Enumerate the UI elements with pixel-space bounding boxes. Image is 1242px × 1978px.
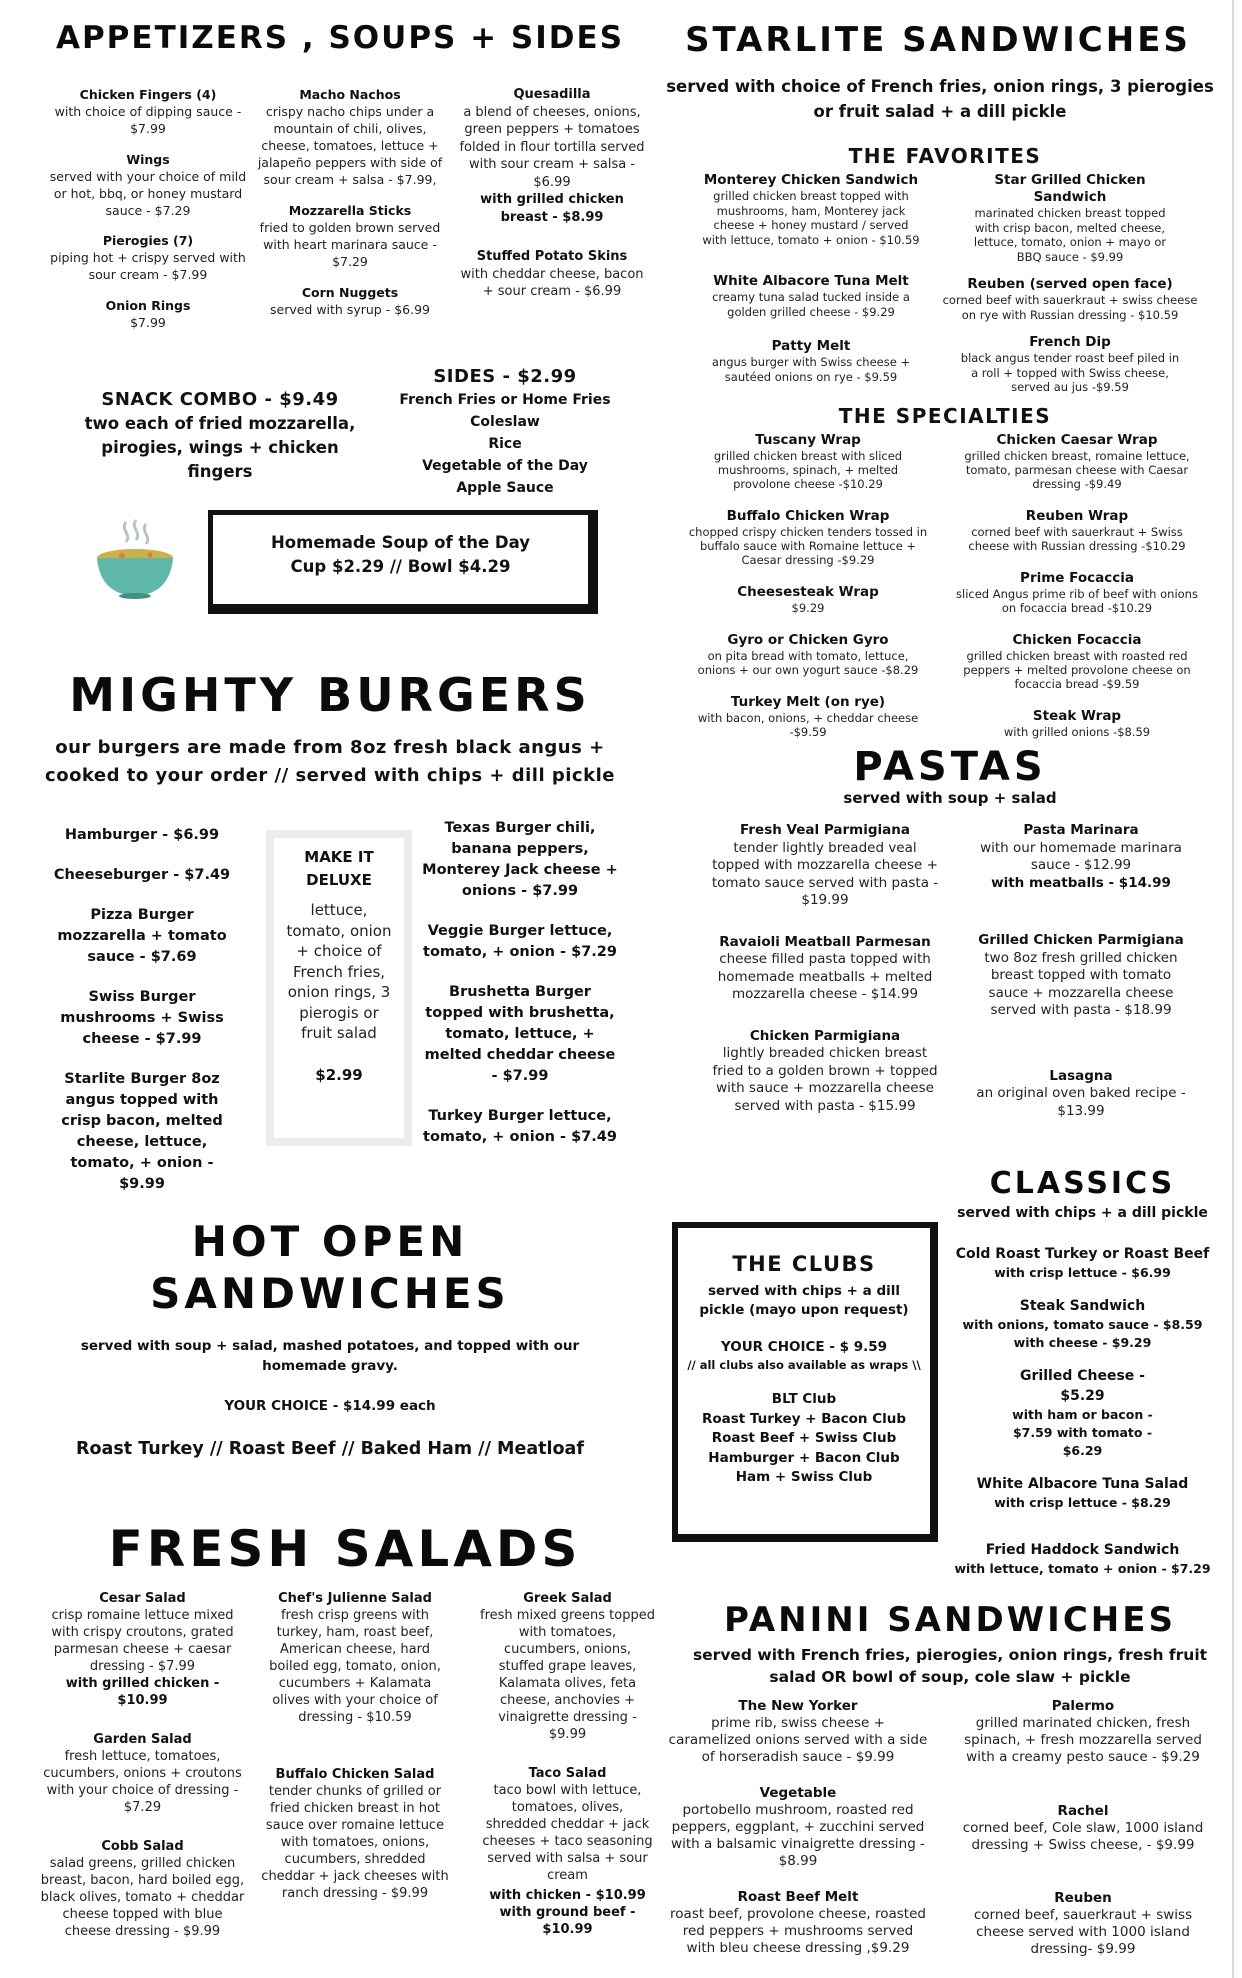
menu-item: Cesar Salad crisp romaine lettuce mixed with crispy croutons, grated parmesan cheese + caesar dressing - $7.99 with grilled chicken - $10.99 [51,1591,234,1708]
menu-item: Cobb Salad salad greens, grilled chicken breast, bacon, hard boiled egg, black olives, tomato + cheddar cheese topped with blue cheese dressing - $9.99 [40,1839,245,1939]
pastas-left-col [710,822,940,1115]
menu-item: Chicken Fingers (4) with choice of dipping sauce - $7.99 [54,87,242,136]
menu-item: Macho Nachos crispy nacho chips under a mountain of chili, olives, cheese, tomatoes, lettuce + jalapeño peppers with side of sour cream + salsa - $7.99, [257,87,443,187]
menu-item: Ravaioli Meatball Parmesan cheese filled pasta topped with homemade meatballs + melted mozzarella cheese - $14.99 [717,933,933,1002]
menu-item: Mozzarella Sticks fried to golden brown served with heart marinara sauce - $7.29 [259,203,441,269]
favorites-left-col [700,172,922,384]
menu-item: Pierogies (7) piping hot + crispy served with sour cream - $7.99 [50,233,246,282]
menu-item: Turkey Melt (on rye) with bacon, onions, + cheddar cheese -$9.59 [697,694,919,739]
club-item: Roast Turkey + Bacon Club [701,1410,907,1427]
menu-item: Tuscany Wrap grilled chicken breast with sliced mushrooms, spinach, + melted provolone cheese -$10.29 [713,432,903,491]
menu-item: White Albacore Tuna Salad with crisp lettuce - $8.29 [976,1476,1189,1510]
menu-item: Star Grilled Chicken Sandwich marinated chicken breast topped with crisp bacon, melted cheese, lettuce, tomato, onion + mayo or BBQ sauce - $9.99 [973,172,1167,264]
specialties-title: THE SPECIALTIES [838,404,1052,428]
salads-title: FRESH SALADS [108,1520,582,1578]
hot-open-description: served with soup + salad, mashed potatoes, and topped with our homemade gravy. [80,1338,580,1374]
menu-item: Gyro or Chicken Gyro on pita bread with tomato, lettuce, onions + our own yogurt sauce -$8.29 [697,632,919,677]
specialties-left-col [688,432,928,739]
menu-item: Reuben corned beef, sauerkraut + swiss cheese served with 1000 island dressing- $9.99 [973,1890,1193,1957]
burger-item: Cheeseburger - $7.49 [53,867,231,883]
clubs-box: THE CLUBS served with chips + a dill pickle (mayo upon request) YOUR CHOICE - $ 9.59 // all clubs also available as wraps \\ BLT Club Roast Turkey + Bacon Club Roast Beef + Swiss Club Hamburger + Bacon Club Ham + Swiss Club [672,1222,938,1542]
classics-title: CLASSICS [989,1166,1176,1201]
club-item: Roast Beef + Swiss Club [711,1430,897,1446]
salads-col-3 [480,1590,655,1938]
burger-item: Hamburger - $6.99 [64,827,220,843]
menu-item: Garden Salad fresh lettuce, tomatoes, cucumbers, onions + croutons with your choice of dressing - $7.29 [43,1732,242,1815]
menu-item: Chef's Julienne Salad fresh crisp greens with turkey, ham, roast beef, American cheese, hard boiled egg, tomato, onion, cucumbers + Kalamata olives with your choice of dressing - $10.59 [269,1591,441,1725]
menu-item: Corn Nuggets served with syrup - $6.99 [270,285,430,317]
menu-item: Patty Melt angus burger with Swiss cheese + sautéed onions on rye - $9.59 [711,338,911,384]
soup-of-the-day-box: Homemade Soup of the Day Cup $2.29 // Bowl $4.29 [208,510,598,614]
panini-left-col [668,1698,928,1957]
salads-col-2 [260,1590,450,1902]
starlite-subtitle: served with choice of French fries, onion rings, 3 pierogies or fruit salad + a dill pickle [666,77,1214,121]
menu-item: Wings served with your choice of mild or hot, bbq, or honey mustard sauce - $7.29 [49,152,247,218]
burgers-subtitle: our burgers are made from 8oz fresh black angus + cooked to your order // served with chips + dill pickle [45,737,615,786]
menu-item: Prime Focaccia sliced Angus prime rib of beef with onions on focaccia bread -$10.29 [956,570,1198,615]
burger-item: Swiss Burger mushrooms + Swiss cheese - $7.99 [60,989,224,1047]
menu-item: Chicken Focaccia grilled chicken breast with roasted red peppers + melted provolone cheese on focaccia bread -$9.59 [963,632,1191,691]
menu-item: Steak Wrap with grilled onions -$8.59 [1003,708,1151,739]
appetizers-col-1 [48,86,248,331]
hot-open-price: YOUR CHOICE - $14.99 each [224,1398,436,1414]
menu-item: Roast Beef Melt roast beef, provolone cheese, roasted red peppers + mushrooms served with bleu cheese dressing ,$9.29 [670,1889,926,1956]
classics-subtitle: served with chips + a dill pickle [957,1205,1208,1221]
menu-item: Palermo grilled marinated chicken, fresh spinach, + fresh mozzarella served with a creamy pesto sauce - $9.29 [964,1698,1202,1765]
specialties-right-col [952,432,1202,739]
pastas-title: PASTAS [853,744,1047,790]
menu-item: Quesadilla a blend of cheeses, onions, green peppers + tomatoes folded in flour tortilla served with sour cream + salsa - $6.99 with grilled chicken breast - $8.99 [459,87,645,225]
menu-item: Rachel corned beef, Cole slaw, 1000 island dressing + Swiss cheese, - $9.99 [962,1803,1204,1853]
menu-item: Grilled Cheese - $5.29 with ham or bacon - $7.59 with tomato - $6.29 [1012,1368,1153,1458]
appetizers-title: APPETIZERS , SOUPS + SIDES [55,20,625,56]
hot-open-items: Roast Turkey // Roast Beef // Baked Ham // Meatloaf [76,1439,584,1459]
menu-item: Monterey Chicken Sandwich grilled chicken breast topped with mushrooms, ham, Monterey jack cheese + honey mustard / served with lettuce, tomato + onion - $10.59 [702,172,920,247]
pastas-subtitle: served with soup + salad [843,789,1057,807]
menu-item: Fresh Veal Parmigiana tender lightly breaded veal topped with mozzarella cheese + tomato sauce served with pasta - $19.99 [711,822,939,908]
burgers-right-col [422,818,618,1148]
menu-item: Taco Salad taco bowl with lettuce, tomatoes, olives, shredded cheddar + jack cheeses + taco seasoning served with salsa + sour cream with chicken - $10.99 with ground beef - $10.99 [482,1766,653,1937]
snack-combo: SNACK COMBO - $9.49 two each of fried mozzarella, pirogies, wings + chicken fingers [84,389,356,481]
menu-item: Buffalo Chicken Wrap chopped crispy chicken tenders tossed in buffalo sauce with Romaine lettuce + Caesar dressing -$9.29 [688,508,928,567]
menu-item: Cheesesteak Wrap $9.29 [737,584,879,615]
menu-item: Lasagna an original oven baked recipe - $13.99 [976,1067,1186,1119]
menu-item: Onion Rings $7.99 [105,298,191,330]
burger-item: Brushetta Burger topped with brushetta, tomato, lettuce, + melted cheddar cheese - $7.99 [424,984,616,1084]
menu-item: Chicken Parmigiana lightly breaded chicken breast fried to a golden brown + topped with sauce + mozzarella cheese served with pasta - $15.99 [712,1027,938,1114]
classics-list [950,1244,1215,1578]
menu-item: The New Yorker prime rib, swiss cheese + caramelized onions served with a side of horseradish sauce - $9.99 [668,1698,928,1765]
appetizers-col-3 [457,86,647,301]
panini-subtitle: served with French fries, pierogies, onion rings, fresh fruit salad OR bowl of soup, cole slaw + pickle [692,1646,1208,1686]
burger-item: Veggie Burger lettuce, tomato, + onion - $7.29 [423,923,617,960]
menu-item: Steak Sandwich with onions, tomato sauce - $8.59 with cheese - $9.29 [962,1298,1203,1350]
menu-item: Pasta Marinara with our homemade marinara sauce - $12.99 with meatballs - $14.99 [980,822,1182,891]
menu-item: White Albacore Tuna Melt creamy tuna salad tucked inside a golden grilled cheese - $9.29 [712,273,910,319]
menu-item: French Dip black angus tender roast beef piled in a roll + topped with Swiss cheese, served au jus -$9.59 [960,334,1180,394]
pastas-right-col [970,822,1192,1120]
hot-open-title: HOT OPEN SANDWICHES [150,1217,510,1318]
club-item: Ham + Swiss Club [735,1469,873,1485]
favorites-right-col [928,172,1212,395]
burger-item: Starlite Burger 8oz angus topped with crisp bacon, melted cheese, lettuce, tomato, + onion - $9.99 [61,1071,223,1192]
menu-item: Fried Haddock Sandwich with lettuce, tomato + onion - $7.29 [954,1542,1211,1576]
panini-title: PANINI SANDWICHES [724,1600,1176,1640]
menu-item: Cold Roast Turkey or Roast Beef with crisp lettuce - $6.99 [955,1246,1210,1280]
sides: SIDES - $2.99 French Fries or Home Fries Coleslaw Rice Vegetable of the Day Apple Sauce [399,366,611,496]
starlite-title: STARLITE SANDWICHES [685,20,1191,60]
menu-item: Reuben (served open face) corned beef with sauerkraut + swiss cheese on rye with Russian dressing - $10.59 [942,276,1198,322]
menu-item: Grilled Chicken Parmigiana two 8oz fresh grilled chicken breast topped with tomato sauce + mozzarella cheese served with pasta - $18.99 [978,932,1184,1018]
menu-item: Buffalo Chicken Salad tender chunks of grilled or fried chicken breast in hot sauce over romaine lettuce with tomatoes, onions, cucumbers, shredded cheddar + jack cheeses with ranch dressing - $9.99 [261,1767,449,1901]
burgers-title: MIGHTY BURGERS [69,668,591,722]
menu-item: Vegetable portobello mushroom, roasted red peppers, eggplant, + zucchini served with a balsamic vinaigrette dressing - $8.99 [671,1785,925,1869]
club-item: Hamburger + Bacon Club [708,1449,900,1466]
club-item: BLT Club [771,1391,837,1407]
page-edge-divider [1232,0,1234,1978]
make-it-deluxe-box: MAKE IT DELUXE lettuce, tomato, onion + choice of French fries, onion rings, 3 pierogis or fruit salad $2.99 [266,830,412,1146]
menu-item: Greek Salad fresh mixed greens topped with tomatoes, cucumbers, onions, stuffed grape leaves, Kalamata olives, feta cheese, anchovies + vinaigrette dressing - $9.99 [480,1591,655,1742]
burger-item: Turkey Burger lettuce, tomato, + onion - $7.49 [423,1108,617,1145]
burger-item: Pizza Burger mozzarella + tomato sauce - $7.69 [57,907,227,965]
menu-item: Chicken Caesar Wrap grilled chicken breast, romaine lettuce, tomato, parmesan cheese with Caesar dressing -$9.49 [964,432,1190,491]
burger-item: Texas Burger chili, banana peppers, Monterey Jack cheese + onions - $7.99 [422,820,618,899]
appetizers-col-2 [250,86,450,318]
menu-item: Reuben Wrap corned beef with sauerkraut + Swiss cheese with Russian dressing -$10.29 [968,508,1186,553]
menu-item: Stuffed Potato Skins with cheddar cheese, bacon + sour cream - $6.99 [460,249,644,299]
salads-col-1 [40,1590,245,1940]
soup-bowl-icon [92,518,178,600]
burgers-left-col [52,825,232,1195]
panini-right-col [958,1698,1208,1958]
favorites-title: THE FAVORITES [848,144,1042,168]
